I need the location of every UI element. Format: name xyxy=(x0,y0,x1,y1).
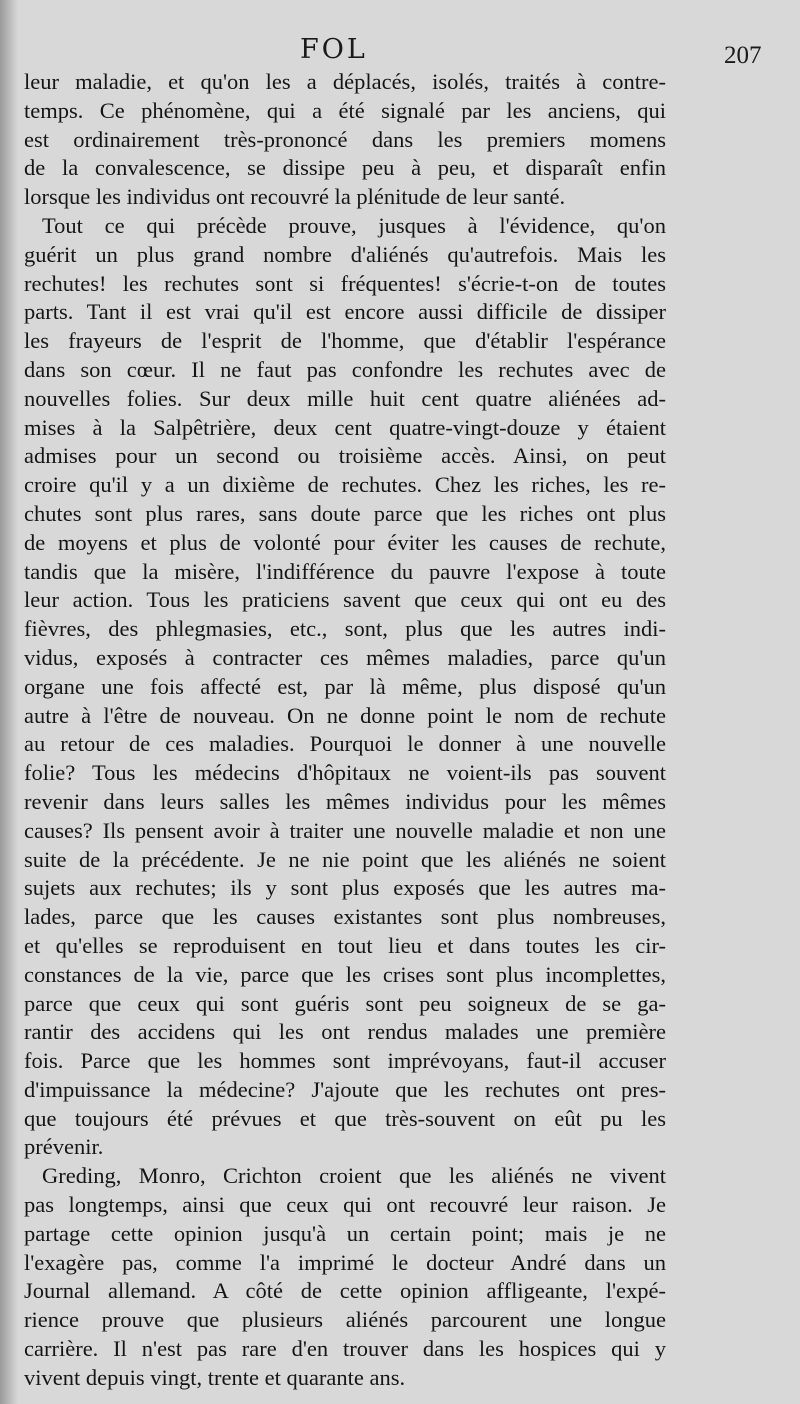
text-line: rience prouve que plusieurs aliénés parcourent une longue xyxy=(24,1307,666,1333)
text-line: l'exagère pas, comme l'a imprimé le docteur André dans un xyxy=(24,1249,666,1275)
text-line: Journal allemand. A côté de cette opinion affligeante, l'expé- xyxy=(24,1278,666,1304)
text-line: croire qu'il y a un dixième de rechutes. Chez les riches, les re- xyxy=(24,472,666,498)
text-line: carrière. Il n'est pas rare d'en trouver dans les hospices qui y xyxy=(24,1336,666,1362)
text-line: admises pour un second ou troisième accès. Ainsi, on peut xyxy=(24,443,666,469)
text-line: les frayeurs de l'esprit de l'homme, que d'établir l'espérance xyxy=(24,328,666,354)
text-line: fièvres, des phlegmasies, etc., sont, plus que les autres indi- xyxy=(24,616,666,642)
text-line: organe une fois affecté est, par là même, plus disposé qu'un xyxy=(24,673,666,699)
text-line: de moyens et plus de volonté pour éviter les causes de rechute, xyxy=(24,529,666,555)
text-line: constances de la vie, parce que les crises sont plus incomplettes, xyxy=(24,961,666,987)
text-line: dans son cœur. Il ne faut pas confondre les rechutes avec de xyxy=(24,356,666,382)
running-title: FOL xyxy=(300,34,368,65)
text-line: d'impuissance la médecine? J'ajoute que les rechutes ont pres- xyxy=(24,1076,666,1102)
text-line: nouvelles folies. Sur deux mille huit cent quatre aliénées ad- xyxy=(24,385,666,411)
text-line: vivent depuis vingt, trente et quarante ans. xyxy=(24,1364,406,1390)
text-line: chutes sont plus rares, sans doute parce que les riches ont plus xyxy=(24,500,666,526)
text-line: vidus, exposés à contracter ces mêmes maladies, parce qu'un xyxy=(24,644,666,670)
text-line: guérit un plus grand nombre d'aliénés qu'autrefois. Mais les xyxy=(24,241,666,267)
text-line: parce que ceux qui sont guéris sont peu soigneux de se ga- xyxy=(24,990,666,1016)
page-header xyxy=(0,30,800,70)
text-line: rantir des accidens qui les ont rendus malades une première xyxy=(24,1019,666,1045)
text-line: lades, parce que les causes existantes sont plus nombreuses, xyxy=(24,904,666,930)
text-line: parts. Tant il est vrai qu'il est encore aussi difficile de dissiper xyxy=(24,299,666,325)
text-line: folie? Tous les médecins d'hôpitaux ne voient-ils pas souvent xyxy=(24,760,666,786)
text-line: leur maladie, et qu'on les a déplacés, isolés, traités à contre- xyxy=(24,69,666,94)
text-line: partage cette opinion jusqu'à un certain point; mais je ne xyxy=(24,1220,666,1246)
text-line: temps. Ce phénomène, qui a été signalé par les anciens, qui xyxy=(24,97,666,123)
text-line: lorsque les individus ont recouvré la plénitude de leur santé. xyxy=(24,184,566,210)
page-number: 207 xyxy=(724,42,762,69)
text-line: leur action. Tous les praticiens savent que ceux qui ont eu des xyxy=(24,587,666,613)
text-line: suite de la précédente. Je ne nie point que les aliénés ne soient xyxy=(24,846,666,872)
text-line: tandis que la misère, l'indifférence du pauvre l'expose à toute xyxy=(24,558,666,584)
text-line: Greding, Monro, Crichton croient que les aliénés ne vivent xyxy=(42,1163,666,1189)
text-line: sujets aux rechutes; ils y sont plus exposés que les autres ma- xyxy=(24,875,666,901)
text-line: mises à la Salpêtrière, deux cent quatre-vingt-douze y étaient xyxy=(24,414,666,440)
text-line: rechutes! les rechutes sont si fréquentes! s'écrie-t-on de toutes xyxy=(24,270,666,296)
text-line: de la convalescence, se dissipe peu à peu, et disparaît enfin xyxy=(24,155,666,181)
text-line: pas longtemps, ainsi que ceux qui ont recouvré leur raison. Je xyxy=(24,1192,666,1218)
text-line: est ordinairement très-prononcé dans les premiers momens xyxy=(24,126,666,152)
text-line: Tout ce qui précède prouve, jusques à l'évidence, qu'on xyxy=(42,212,666,238)
body-text xyxy=(24,68,666,1393)
text-line: prévenir. xyxy=(24,1134,104,1160)
text-line: revenir dans leurs salles les mêmes individus pour les mêmes xyxy=(24,788,666,814)
text-line: et qu'elles se reproduisent en tout lieu et dans toutes les cir- xyxy=(24,932,666,958)
text-line: au retour de ces maladies. Pourquoi le donner à une nouvelle xyxy=(24,731,666,757)
text-line: causes? Ils pensent avoir à traiter une nouvelle maladie et non une xyxy=(24,817,666,843)
text-line: que toujours été prévues et que très-souvent on eût pu les xyxy=(24,1105,666,1131)
text-line: fois. Parce que les hommes sont imprévoyans, faut-il accuser xyxy=(24,1048,666,1074)
text-line: autre à l'être de nouveau. On ne donne point le nom de rechute xyxy=(24,702,666,728)
